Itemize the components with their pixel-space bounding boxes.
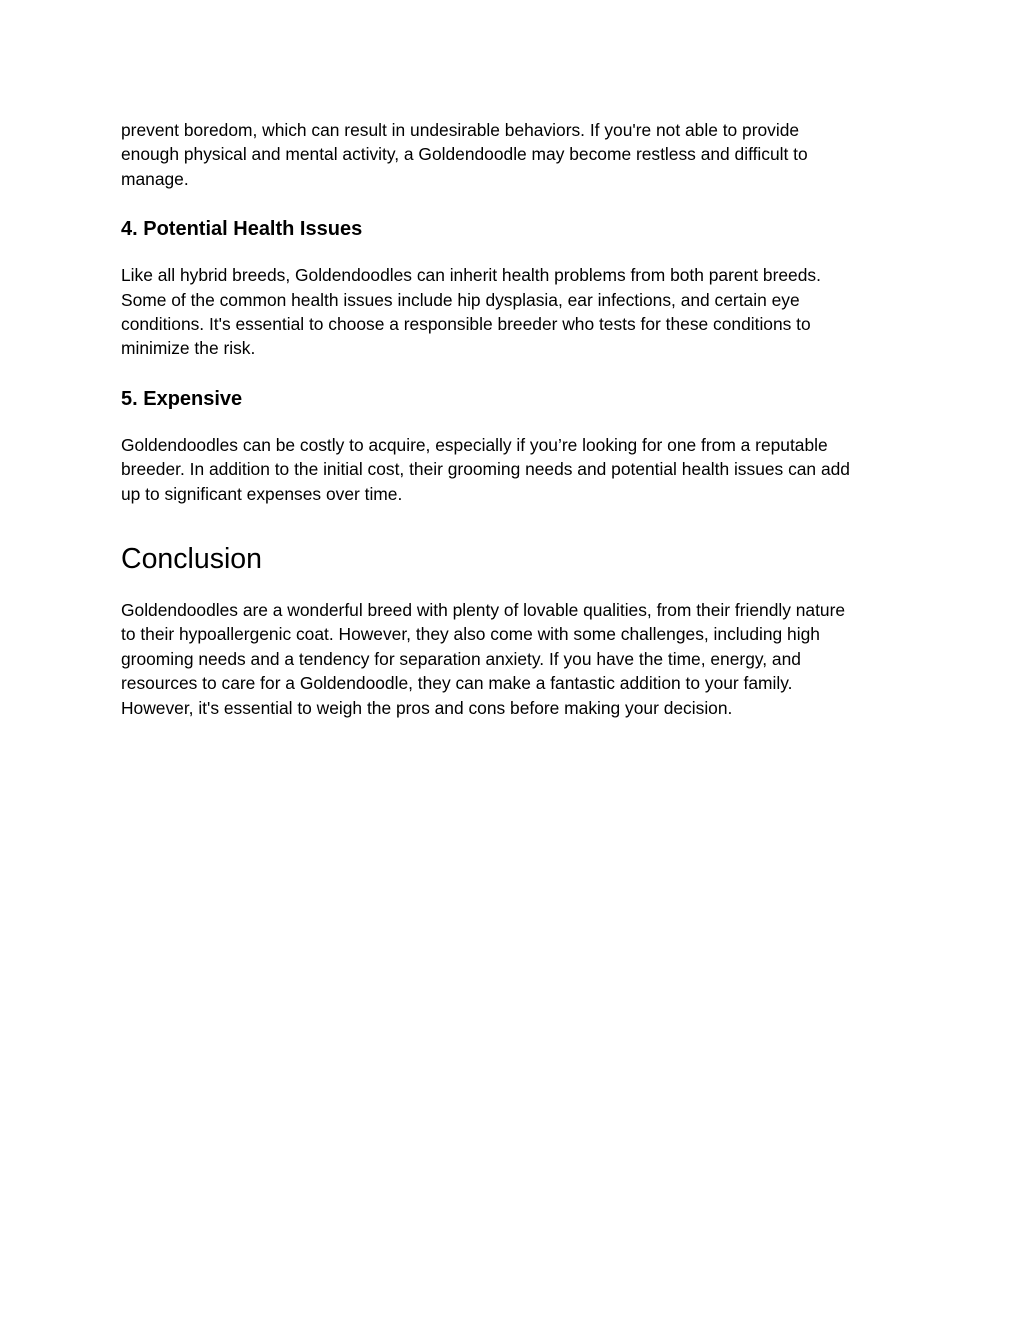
paragraph-line: minimize the risk. — [121, 338, 256, 359]
paragraph-line: up to significant expenses over time. — [121, 483, 403, 504]
paragraph-line: resources to care for a Goldendoodle, they can make a fantastic addition to your family. — [121, 673, 793, 694]
paragraph-line: Goldendoodles can be costly to acquire, especially if you’re looking for one from a reputable — [121, 434, 828, 455]
intro-paragraph — [121, 118, 901, 191]
paragraph-line: Some of the common health issues include hip dysplasia, ear infections, and certain eye — [121, 289, 800, 310]
paragraph-line: enough physical and mental activity, a Goldendoodle may become restless and difficult to — [121, 144, 808, 165]
health-paragraph — [121, 263, 901, 361]
paragraph-line: grooming needs and a tendency for separation anxiety. If you have the time, energy, and — [121, 648, 801, 669]
expensive-paragraph — [121, 433, 901, 506]
heading-expensive: 5. Expensive — [121, 387, 243, 410]
paragraph-line: However, it's essential to weigh the pros and cons before making your decision. — [121, 697, 733, 718]
paragraph-line: conditions. It's essential to choose a responsible breeder who tests for these conditions to — [121, 314, 811, 335]
document-page — [121, 118, 901, 720]
paragraph-line: to their hypoallergenic coat. However, they also come with some challenges, including high — [121, 624, 820, 645]
paragraph-line: manage. — [121, 168, 189, 189]
paragraph-line: breeder. In addition to the initial cost, their grooming needs and potential health issues can add — [121, 459, 850, 480]
paragraph-line: prevent boredom, which can result in undesirable behaviors. If you're not able to provide — [121, 120, 800, 140]
paragraph-line: Like all hybrid breeds, Goldendoodles can inherit health problems from both parent breeds. — [121, 265, 821, 286]
conclusion-paragraph — [121, 598, 901, 720]
paragraph-line: Goldendoodles are a wonderful breed with plenty of lovable qualities, from their friendly nature — [121, 600, 846, 621]
heading-potential-health-issues: 4. Potential Health Issues — [121, 218, 363, 241]
heading-conclusion: Conclusion — [121, 543, 262, 576]
